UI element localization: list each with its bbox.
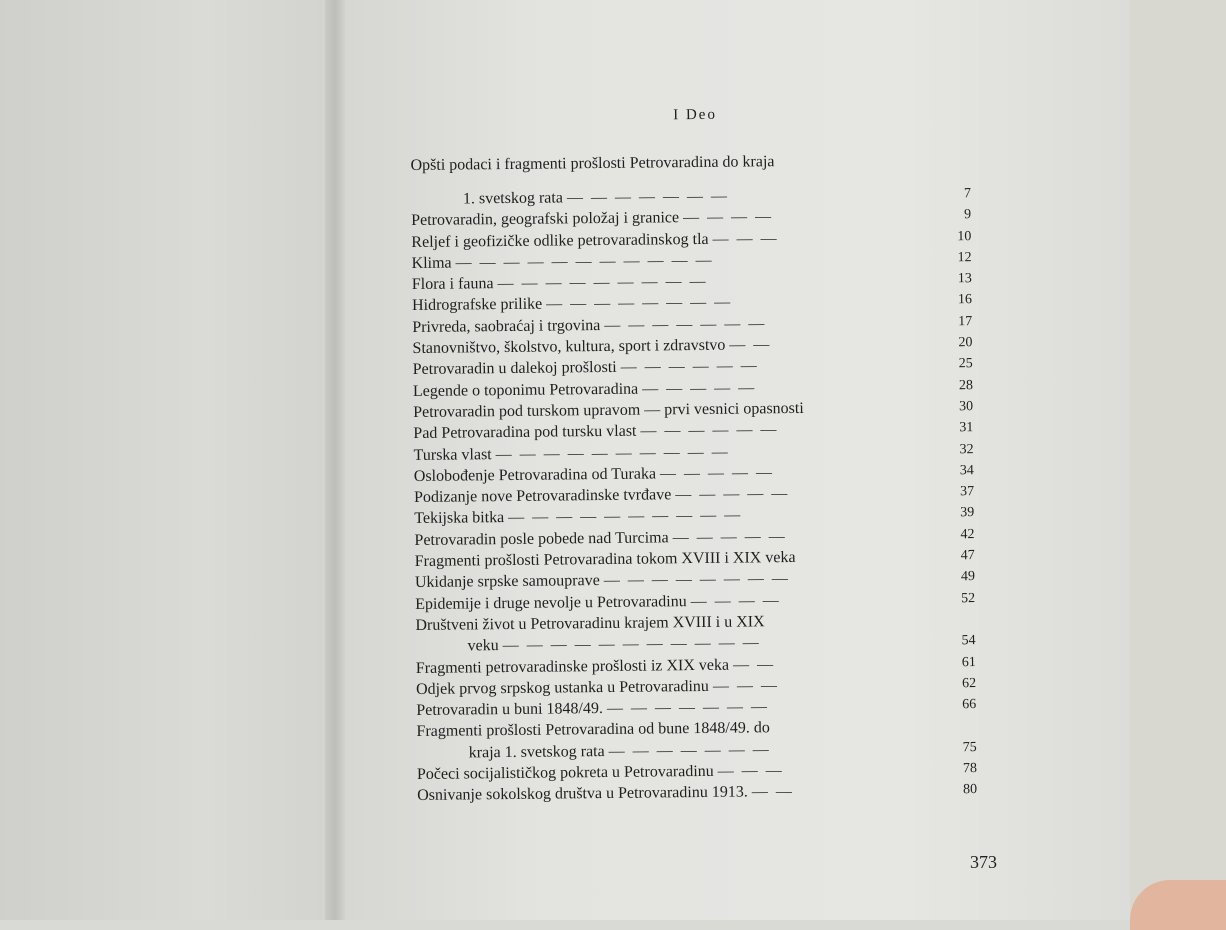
toc-entry-title: Fragmenti prošlosti Petrovaradina od bune 1848/49. do: [416, 718, 769, 743]
toc-entry-title: Podizanje nove Petrovaradinske tvrđave: [414, 484, 671, 508]
toc-entry-title: Tekijska bitka: [414, 507, 504, 529]
toc-entry-page: 39: [934, 503, 974, 525]
toc-entry-leader: — — — — — — — —: [604, 570, 790, 589]
toc-entry-page: 47: [935, 545, 975, 567]
toc-entry-page: 52: [935, 588, 975, 610]
toc-entry-title: Petrovaradin, geografski položaj i granice: [411, 207, 679, 231]
finger: [1130, 880, 1226, 930]
toc-entry-title: Turska vlast: [414, 444, 492, 466]
toc-entry-leader: — — — — —: [642, 379, 756, 397]
toc-entry-title: Stanovništvo, školstvo, kultura, sport i zdravstvo: [412, 335, 725, 360]
toc-entry-leader: — — —: [718, 762, 784, 780]
toc-entry-page: 54: [935, 630, 975, 652]
toc-entry-title: 1. svetskog rata: [463, 187, 563, 209]
toc-entry-page: 17: [932, 311, 972, 333]
toc-entry-page: 62: [936, 673, 976, 695]
toc-entry-leader: — — — — — — — — — — —: [503, 635, 761, 655]
toc-entry-title: Legende o toponimu Petrovaradina: [413, 378, 638, 402]
toc-entry-title: Odjek prvog srpskog ustanka u Petrovaradinu: [416, 676, 709, 700]
toc-entry-leader: — — — — —: [673, 528, 787, 546]
toc-entry-title: Oslobođenje Petrovaradina od Turaka: [414, 463, 656, 487]
toc-entry-title: Počeci socijalističkog pokreta u Petrovaradinu: [417, 761, 714, 785]
toc-entry-leader: — — — —: [691, 592, 781, 610]
toc-entry-title: Osnivanje sokolskog društva u Petrovaradinu 1913.: [417, 782, 748, 807]
toc-entry-leader: — — — — — —: [640, 421, 778, 439]
toc-entry-leader: — — — — — — —: [567, 188, 729, 207]
toc-entry-leader: — — — — — — —: [604, 315, 766, 334]
page-number: 373: [970, 852, 997, 873]
toc-entry-title: Hidrografske prilike: [412, 294, 542, 317]
toc-entry-leader: — — — — — — — —: [546, 294, 732, 313]
toc-entry-leader: — — — —: [683, 209, 773, 227]
toc-entry-title: Petrovaradin posle pobede nad Turcima: [414, 527, 668, 551]
toc-entry-page: 25: [933, 353, 973, 375]
toc-entry-page: 28: [933, 375, 973, 397]
toc-entry-title: Petrovaradin u dalekoj prošlosti: [413, 357, 617, 380]
left-page: [0, 0, 340, 920]
toc-entry-page: 80: [937, 779, 977, 801]
toc-entry-title: Fragmenti prošlosti Petrovaradina tokom XVIII i XIX veka: [415, 547, 796, 572]
toc-entry-title: Reljef i geofizičke odlike petrovaradinskog tla: [411, 228, 708, 252]
toc-entry-leader: — — — — —: [660, 464, 774, 482]
toc-entry-leader: — — — — — — — — —: [497, 273, 707, 292]
toc-entry-leader: — — — — — —: [621, 358, 759, 376]
toc-entry-leader: — — — — —: [675, 485, 789, 503]
toc-entry-page: 30: [933, 396, 973, 418]
toc-entry-title: Petrovaradin u buni 1848/49.: [416, 698, 603, 721]
toc-entry-leader: — — — — — — — — — — —: [456, 252, 714, 272]
toc-entry-page: 61: [936, 652, 976, 674]
toc-entry-page: 42: [934, 524, 974, 546]
toc-entry-leader: — —: [733, 656, 775, 673]
toc-entry-title: Društveni život u Petrovaradinu krajem XVIII i u XIX: [415, 611, 764, 636]
toc-entry-title: Petrovaradin pod turskom upravom — prvi vesnici opasnosti: [413, 398, 804, 423]
book-gutter: [325, 0, 347, 920]
toc-entry-leader: — —: [729, 336, 771, 353]
toc-entry-page: 10: [931, 226, 971, 248]
toc-entry-leader: — — — — — — —: [609, 741, 771, 760]
toc-entry-leader: — — —: [713, 677, 779, 695]
toc-entry-page: 34: [934, 460, 974, 482]
toc-entry-leader: — —: [752, 783, 794, 800]
toc-entry-title: Klima: [411, 252, 451, 274]
toc-entry-page: 20: [932, 332, 972, 354]
toc-entry-page: 66: [936, 694, 976, 716]
toc-entry-page: 75: [937, 737, 977, 759]
toc-entry-page: 32: [933, 439, 973, 461]
toc-entry-title: Epidemije i druge nevolje u Petrovaradinu: [415, 591, 687, 615]
toc-entry-leader: — — — — — — — — — —: [508, 507, 742, 526]
toc-entry-page: 37: [934, 481, 974, 503]
section-title: Opšti podaci i fragmenti prošlosti Petrovaradina do kraja: [410, 151, 980, 175]
toc-entry-title: veku: [468, 635, 499, 657]
toc-entry-leader: — — — — — — —: [607, 698, 769, 717]
background-edge: [1130, 0, 1226, 920]
toc-entry-page: 13: [932, 268, 972, 290]
toc-entry-title: Pad Petrovaradina pod tursku vlast: [413, 421, 636, 445]
toc-entry-page: 31: [933, 417, 973, 439]
toc-entry-page: 7: [931, 183, 971, 205]
toc-entry-title: Flora i fauna: [412, 273, 494, 295]
toc-entry-leader: — — — — — — — — — —: [496, 443, 730, 462]
table-of-contents: [410, 104, 987, 807]
toc-entry-page: 49: [935, 566, 975, 588]
toc-entry-title: Fragmenti petrovaradinske prošlosti iz XIX veka: [416, 654, 729, 679]
toc-entries: [411, 183, 987, 807]
toc-entry-page: 78: [937, 758, 977, 780]
toc-entry-page: 16: [932, 290, 972, 312]
toc-entry-title: kraja 1. svetskog rata: [469, 741, 605, 764]
toc-entry-page: 12: [931, 247, 971, 269]
toc-entry-title: Ukidanje srpske samouprave: [415, 570, 600, 593]
toc-entry-leader: — — —: [713, 230, 779, 248]
toc-entry-title: Privreda, saobraćaj i trgovina: [412, 315, 600, 338]
toc-entry-page: 9: [931, 204, 971, 226]
part-heading: I Deo: [410, 104, 980, 127]
